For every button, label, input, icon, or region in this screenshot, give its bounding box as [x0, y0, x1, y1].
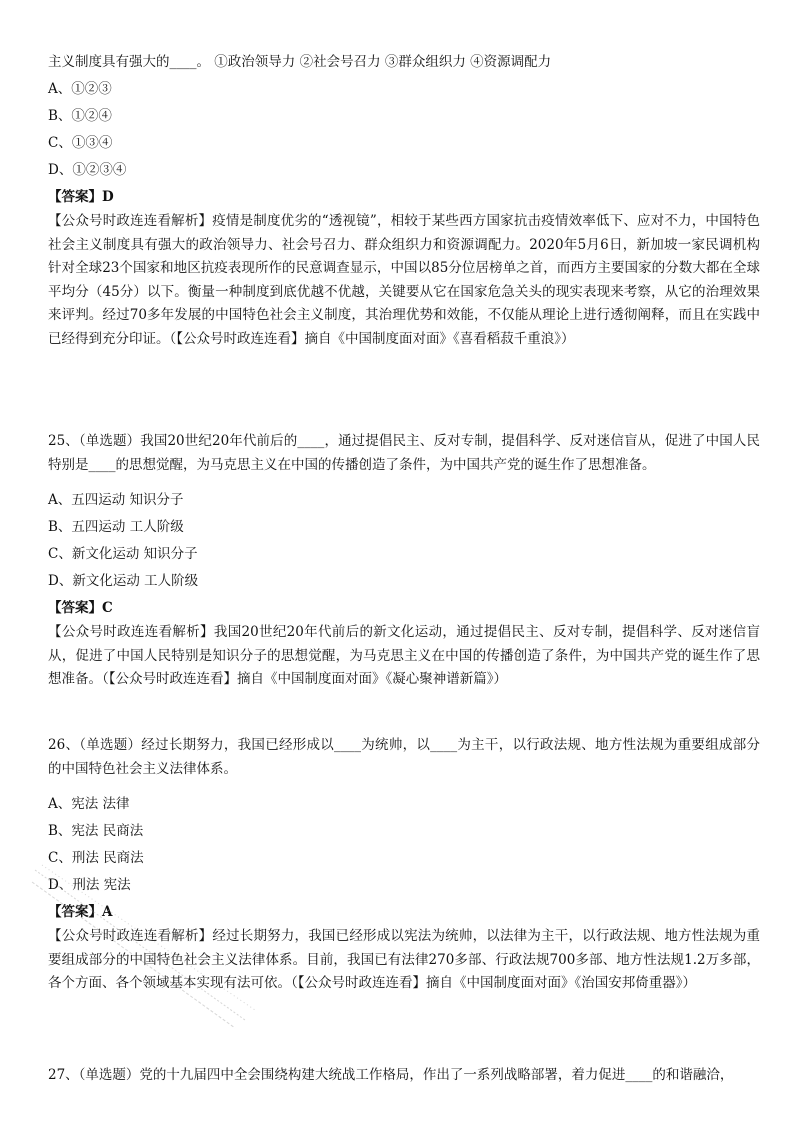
q24-option-d: D、①②③④ — [48, 162, 127, 178]
q25-option-a: A、五四运动 知识分子 — [48, 492, 184, 508]
q25-option-c: C、新文化运动 知识分子 — [48, 546, 198, 562]
q25-stem: 25、（单选题）我国20世纪20年代前后的____，通过提倡民主、反对专制，提倡科学、反对迷信盲从，促进了中国人民特别是____的思想觉醒，为马克思主义在中国的传播创造了条件，为中国共产党的诞生作了思想准备。 — [48, 433, 760, 473]
q24-option-b: B、①②④ — [48, 108, 112, 124]
q26-option-d: D、刑法 宪法 — [48, 877, 131, 893]
q24-option-a: A、①②③ — [48, 81, 112, 97]
q25-option-b: B、五四运动 工人阶级 — [48, 519, 184, 535]
q24-answer: 【答案】D — [48, 189, 114, 205]
q25-answer: 【答案】C — [48, 600, 113, 616]
q27-stem: 27、（单选题）党的十九届四中全会围绕构建大统战工作格局，作出了一系列战略部署，着力促进____的和谐融洽， — [48, 1067, 734, 1083]
q25-analysis: 【公众号时政连连看解析】我国20世纪20年代前后的新文化运动，通过提倡民主、反对专制，提倡科学、反对迷信盲从，促进了中国人民特别是知识分子的思想觉醒，为马克思主义在中国的传播创造了条件，为中国共产党的诞生作了思想准备。（【公众号时政连连看】摘自《中国制度面对面》《凝心聚神谱新篇》） — [48, 624, 760, 687]
q26-option-b: B、宪法 民商法 — [48, 823, 144, 839]
q26-answer: 【答案】A — [48, 904, 113, 920]
q24-analysis: 【公众号时政连连看解析】疫情是制度优劣的“透视镜”，相较于某些西方国家抗击疫情效率低下、应对不力，中国特色社会主义制度具有强大的政治领导力、社会号召力、群众组织力和资源调配力。2020年5月6日，新加坡一家民调机构针对全球23个国家和地区抗疫表现所作的民意调查显示，中国以85分位居榜单之首，而西方主要国家的分数大都在全球平均分（45分）以下。衡量一种制度到底优越不优越，关键要从它在国家危急关头的现实表现来考察，从它的治理效果来评判。经过70多年发展的中国特色社会主义制度，其治理优势和效能，不仅能从理论上进行透彻阐释，而且在实践中已经得到充分印证。（【公众号时政连连看】摘自《中国制度面对面》《喜看稻菽千重浪》） — [48, 213, 760, 347]
q24-option-c: C、①③④ — [48, 135, 113, 151]
q26-option-c: C、刑法 民商法 — [48, 850, 144, 866]
q24-stem-tail: 主义制度具有强大的____。 ①政治领导力 ②社会号召力 ③群众组织力 ④资源调配力 — [48, 54, 552, 70]
q26-option-a: A、宪法 法律 — [48, 796, 130, 812]
q26-stem: 26、（单选题）经过长期努力，我国已经形成以____为统帅，以____为主干，以行政法规、地方性法规为重要组成部分的中国特色社会主义法律体系。 — [48, 737, 760, 777]
q26-analysis: 【公众号时政连连看解析】经过长期努力，我国已经形成以宪法为统帅，以法律为主干，以行政法规、地方性法规为重要组成部分的中国特色社会主义法律体系。目前，我国已有法律270多部、行政法规700多部、地方性法规1.2万多部，各个方面、各个领域基本实现有法可依。（【公众号时政连连看】摘自《中国制度面对面》《治国安邦倚重器》） — [48, 928, 760, 991]
q25-option-d: D、新文化运动 工人阶级 — [48, 573, 199, 589]
